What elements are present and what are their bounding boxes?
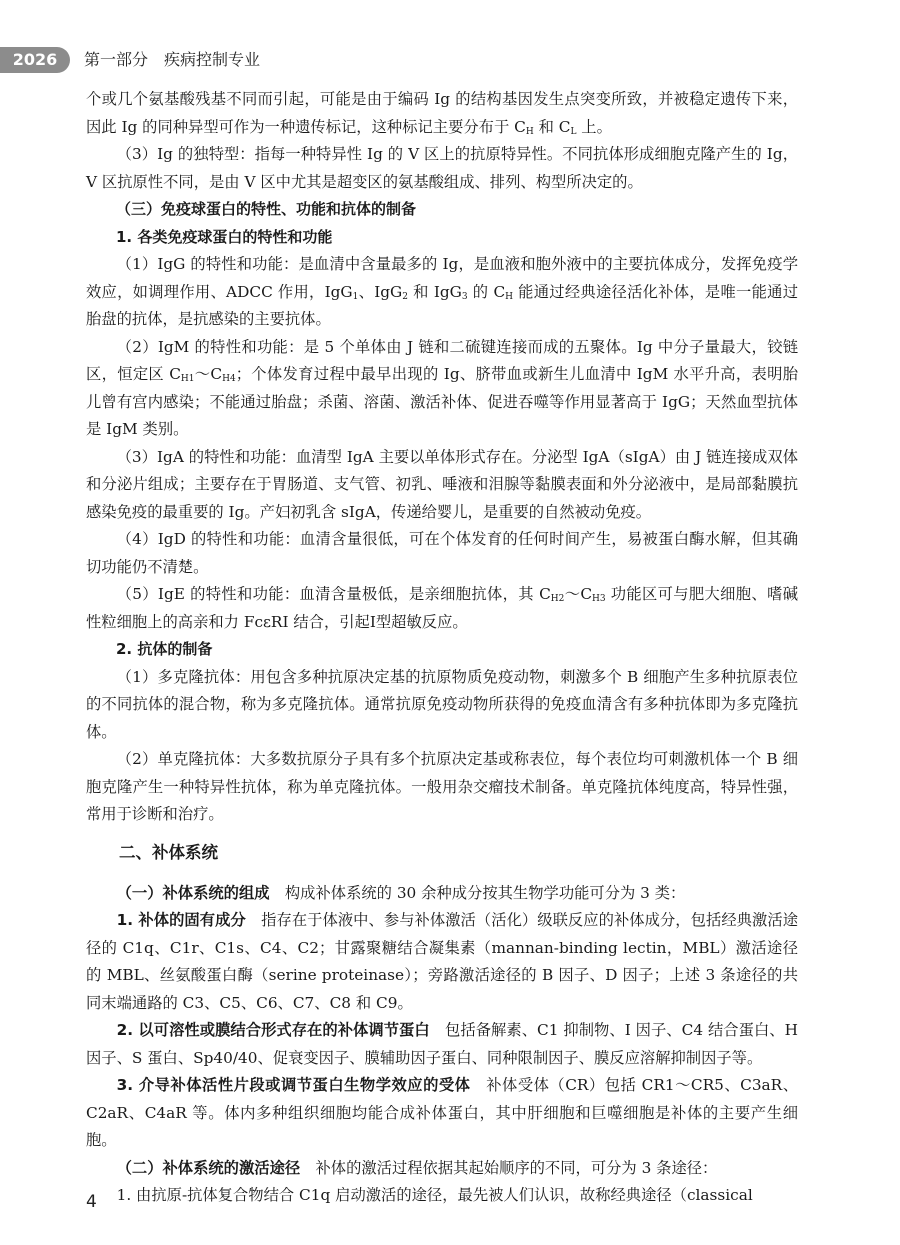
section-title: 第一部分 疾病控制专业	[84, 50, 261, 69]
paragraph-complement-composition: （一）补体系统的组成 构成补体系统的 30 余种成分按其生物学功能可分为 3 类：	[116, 883, 686, 902]
paragraph-idiotype: （3）Ig 的独特型：指每一种特异性 Ig 的 V 区上的抗原特异性。不同抗体形成细胞克隆产生的 Ig，V 区抗原性不同，是由 V 区中尤其是超变区的氨基酸组成、排列、构型所决定的。	[86, 145, 798, 191]
paragraph-intrinsic-components: 1. 补体的固有成分 指存在于体液中、参与补体激活（活化）级联反应的补体成分，包括经典激活途径的 C1q、C1r、C1s、C4、C2；甘露聚糖结合凝集素（mannan-binding lectin，MBL）激活途径的 MBL、丝氨酸蛋白酶（serine proteinase）；旁路激活途径的 B 因子、D 因子；上述 3 条途径的共同末端通路的 C3、C5、C6、C7、C8 和 C9。	[86, 911, 798, 1012]
paragraph-igd: （4）IgD 的特性和功能：血清含量很低，可在个体发育的任何时间产生，易被蛋白酶水解，但其确切功能仍不清楚。	[86, 530, 798, 576]
paragraph-igm: （2）IgM 的特性和功能：是 5 个单体由 J 链和二硫键连接而成的五聚体。Ig 中分子量最大，铰链区，恒定区 $C_{H1}\sim C_{H4}$；个体发育过程中最早出现的 Ig、脐带血或新生儿血清中 IgM 水平升高，表明胎儿曾有宫内感染；不能通过胎盘；杀菌、溶菌、激活补体、促进吞噬等作用显著高于 IgG；天然血型抗体是 IgM 类别。	[86, 337, 798, 438]
paragraph-monoclonal: （2）单克隆抗体：大多数抗原分子具有多个抗原决定基或称表位，每个表位均可刺激机体一个 B 细胞克隆产生一种特异性抗体，称为单克隆抗体。一般用杂交瘤技术制备。单克隆抗体纯度高，特异性强，常用于诊断和治疗。	[86, 750, 798, 823]
page-number: 4	[86, 1192, 97, 1212]
heading-antibody-prep: 2. 抗体的制备	[116, 640, 213, 658]
paragraph-ige: （5）IgE 的特性和功能：血清含量极低，是亲细胞抗体，其 $C_{H2}\sim C_{H3}$ 功能区可与肥大细胞、嗜碱性粒细胞上的高亲和力 FcεRI 结合，引起Ⅰ型超敏反应。	[86, 585, 798, 631]
heading-complement-system: 二、补体系统	[119, 842, 218, 862]
paragraph-iga: （3）IgA 的特性和功能：血清型 IgA 主要以单体形式存在。分泌型 IgA（sIgA）由 J 链连接成双体和分泌片组成；主要存在于胃肠道、支气管、初乳、唾液和泪腺等黏膜表面和外分泌液中，是局部黏膜抗感染免疫的最重要的 Ig。产妇初乳含 sIgA，传递给婴儿，是重要的自然被动免疫。	[86, 447, 798, 521]
paragraph-allotype-cont: 个或几个氨基酸残基不同而引起，可能是由于编码 Ig 的结构基因发生点突变所致，并被稳定遗传下来，因此 Ig 的同种异型可作为一种遗传标记，这种标记主要分布于 $C_H$ 和 $C_L$ 上。	[86, 90, 798, 137]
paragraph-regulatory-proteins: 2. 以可溶性或膜结合形式存在的补体调节蛋白 包括备解素、C1 抑制物、I 因子、C4 结合蛋白、H 因子、S 蛋白、Sp40/40、促衰变因子、膜辅助因子蛋白、同种限制因子、膜反应溶解抑制因子等。	[86, 1021, 798, 1067]
year-badge: 2026	[0, 47, 70, 73]
page-header	[0, 45, 900, 75]
heading-ig-classes: 1. 各类免疫球蛋白的特性和功能	[116, 227, 333, 246]
paragraph-activation-pathways: （二）补体系统的激活途径 补体的激活过程依据其起始顺序的不同，可分为 3 条途径：	[116, 1158, 718, 1177]
paragraph-receptors: 3. 介导补体活性片段或调节蛋白生物学效应的受体 补体受体（CR）包括 CR1～CR5、C3aR、C2aR、C4aR 等。体内多种组织细胞均能合成补体蛋白，其中肝细胞和巨噬细胞是补体的主要产生细胞。	[86, 1076, 798, 1149]
paragraph-classical-pathway: 1. 由抗原-抗体复合物结合 C1q 启动激活的途径，最先被人们认识，故称经典途径（classical	[116, 1186, 753, 1204]
body-text	[86, 86, 798, 1210]
paragraph-igg: （1）IgG 的特性和功能：是血清中含量最多的 Ig，是血液和胞外液中的主要抗体成分，发挥免疫学效应，如调理作用、ADCC 作用，IgG$_1$、IgG$_2$ 和 IgG$_3$ 的 $C_H$ 能通过经典途径活化补体，是唯一能通过胎盘的抗体，是抗感染的主要抗体。	[86, 255, 798, 328]
heading-section-3: （三）免疫球蛋白的特性、功能和抗体的制备	[116, 200, 417, 218]
paragraph-polyclonal: （1）多克隆抗体：用包含多种抗原决定基的抗原物质免疫动物，刺激多个 B 细胞产生多种抗原表位的不同抗体的混合物，称为多克隆抗体。通常抗原免疫动物所获得的免疫血清含有多种抗体即为多克隆抗体。	[86, 667, 798, 741]
